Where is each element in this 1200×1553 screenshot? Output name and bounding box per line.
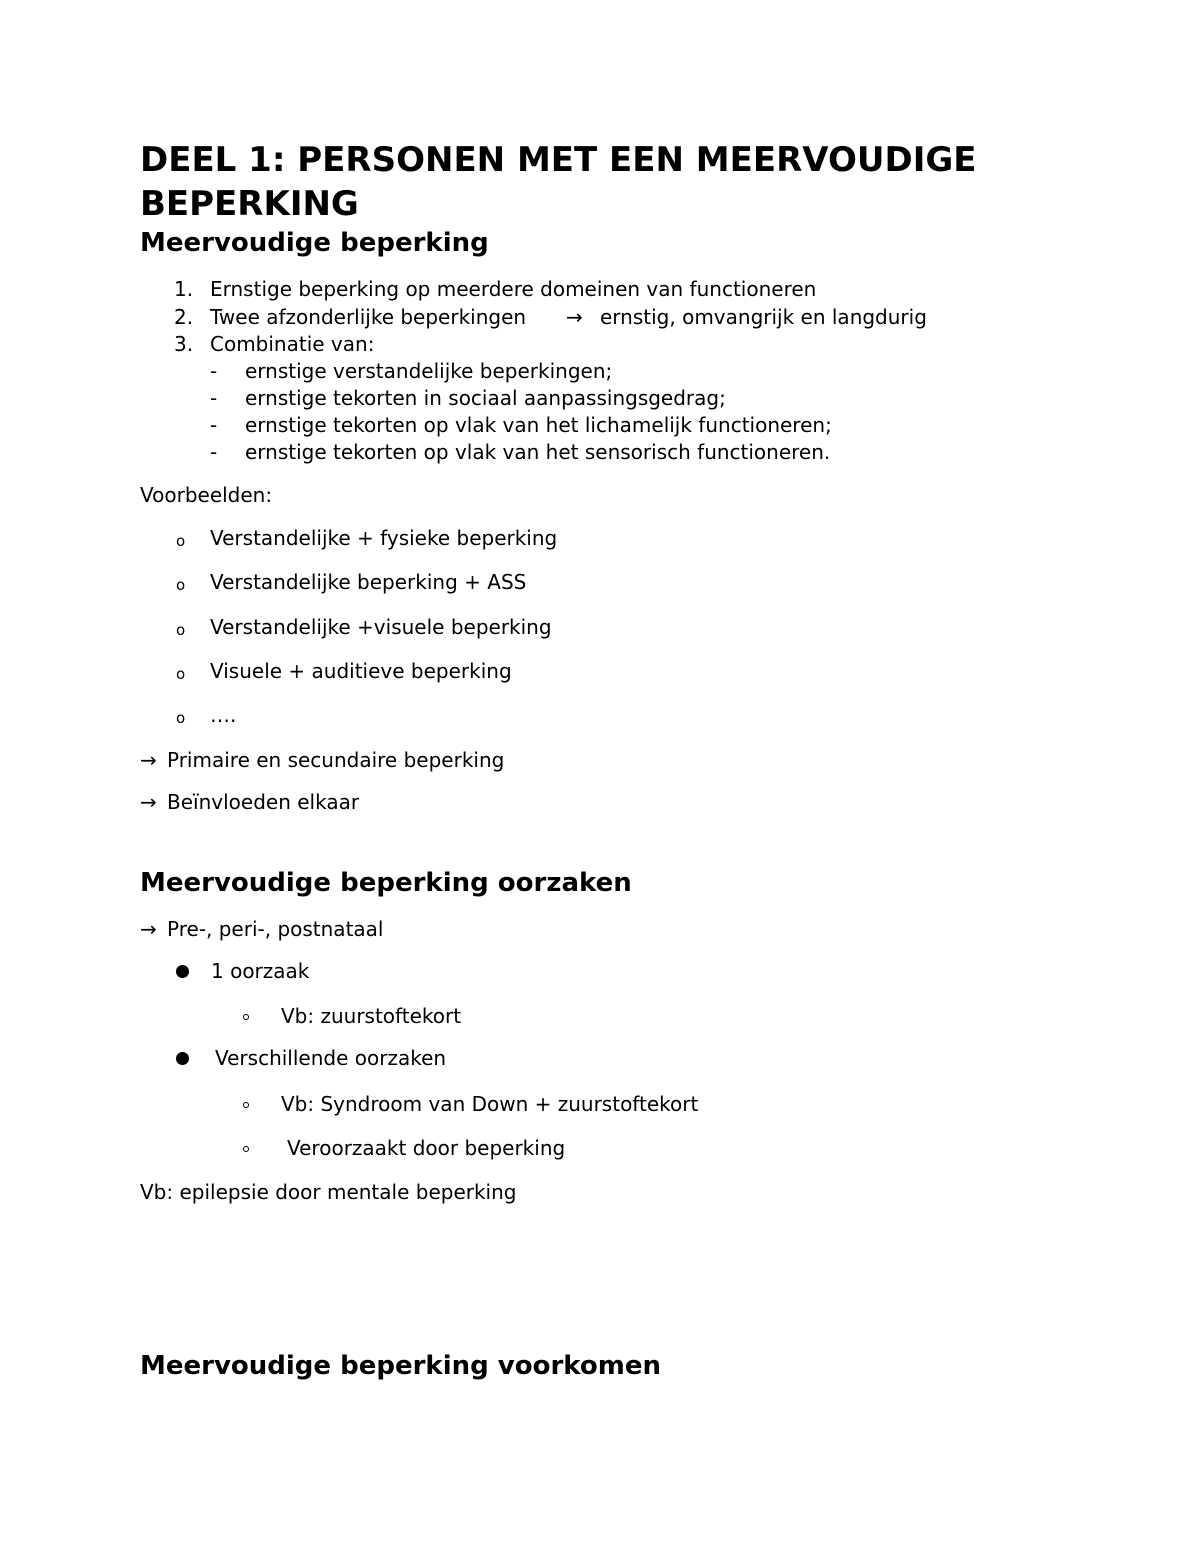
numbered-marker: 2. — [174, 305, 194, 329]
sub-bullet-ring-icon — [243, 1102, 249, 1108]
arrow-line-text: Primaire en secundaire beperking — [167, 748, 505, 772]
section-heading-meervoudige-beperking: Meervoudige beperking — [140, 228, 489, 258]
numbered-marker: 1. — [174, 277, 194, 301]
examples-label: Voorbeelden: — [140, 483, 273, 507]
numbered-item-text: Ernstige beperking op meerdere domeinen van functioneren — [210, 277, 817, 301]
example-item: Visuele + auditieve beperking — [210, 659, 512, 683]
numbered-item-continuation: ernstig, omvangrijk en langdurig — [600, 305, 927, 329]
o-bullet-icon: o — [176, 709, 186, 727]
dash-item: ernstige tekorten op vlak van het lichamelijk functioneren; — [245, 413, 832, 437]
numbered-marker: 3. — [174, 332, 194, 356]
dash-item: ernstige tekorten op vlak van het sensorisch functioneren. — [245, 440, 831, 464]
section-heading-voorkomen: Meervoudige beperking voorkomen — [140, 1351, 661, 1381]
sub-bullet-item: Veroorzaakt door beperking — [287, 1136, 566, 1160]
example-item: Verstandelijke +visuele beperking — [210, 615, 552, 639]
arrow-icon: → — [140, 917, 157, 941]
example-line: Vb: epilepsie door mentale beperking — [140, 1180, 517, 1204]
dash-item: ernstige verstandelijke beperkingen; — [245, 359, 613, 383]
numbered-item-text: Twee afzonderlijke beperkingen — [210, 305, 527, 329]
o-bullet-icon: o — [176, 576, 186, 594]
o-bullet-icon: o — [176, 532, 186, 550]
arrow-line-text: Beïnvloeden elkaar — [167, 790, 360, 814]
numbered-item-text: Combinatie van: — [210, 332, 375, 356]
arrow-icon: → — [566, 305, 583, 329]
bullet-dot-icon — [176, 965, 189, 978]
sub-bullet-ring-icon — [243, 1014, 249, 1020]
dash-marker: - — [210, 386, 218, 410]
sub-bullet-ring-icon — [243, 1146, 249, 1152]
section-heading-oorzaken: Meervoudige beperking oorzaken — [140, 868, 632, 898]
dash-marker: - — [210, 359, 218, 383]
dash-item: ernstige tekorten in sociaal aanpassingsgedrag; — [245, 386, 726, 410]
o-bullet-icon: o — [176, 665, 186, 683]
bullet-dot-icon — [176, 1052, 189, 1065]
dash-marker: - — [210, 413, 218, 437]
arrow-icon: → — [140, 790, 157, 814]
sub-bullet-item: Vb: Syndroom van Down + zuurstoftekort — [281, 1092, 699, 1116]
example-item: Verstandelijke beperking + ASS — [210, 570, 527, 594]
page-title-line-2: BEPERKING — [140, 184, 359, 224]
bullet-item: Verschillende oorzaken — [215, 1046, 447, 1070]
o-bullet-icon: o — [176, 621, 186, 639]
dash-marker: - — [210, 440, 218, 464]
page-title-line-1: DEEL 1: PERSONEN MET EEN MEERVOUDIGE — [140, 140, 977, 180]
arrow-icon: → — [140, 748, 157, 772]
bullet-item: 1 oorzaak — [211, 959, 310, 983]
example-item: Verstandelijke + fysieke beperking — [210, 526, 558, 550]
sub-bullet-item: Vb: zuurstoftekort — [281, 1004, 462, 1028]
example-item: …. — [210, 703, 237, 727]
arrow-line-text: Pre-, peri-, postnataal — [167, 917, 384, 941]
